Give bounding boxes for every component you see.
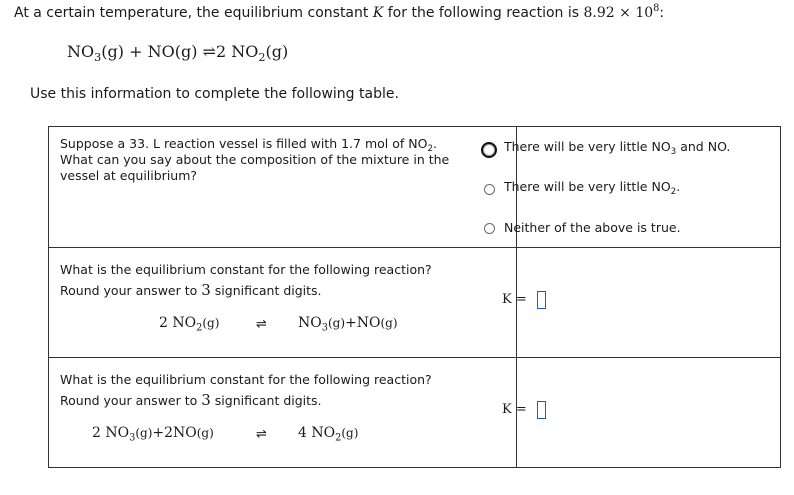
row3-equilibrium-arrow-icon: ⇌ — [256, 427, 267, 442]
row3-left-a-sub: 3 — [129, 432, 136, 444]
product-no2-sub: 2 — [258, 50, 266, 64]
row1-q-line1: Suppose a 33. L reaction vessel is filled with 1.7 mol of NO — [60, 136, 428, 151]
option-2-radio[interactable] — [484, 184, 495, 195]
row2-right-a-sub: 3 — [321, 322, 328, 334]
row1-q-post: . — [433, 136, 437, 151]
option-1-radio[interactable] — [481, 142, 497, 158]
row2-right-a-state: (g) — [327, 316, 346, 330]
row3-left-a-state: (g) — [135, 426, 153, 440]
row2-question — [60, 260, 432, 301]
plus-sign: + — [129, 42, 143, 61]
option-2-post: . — [676, 179, 681, 194]
row3-q-post: significant digits. — [214, 393, 322, 408]
row1-question — [60, 136, 449, 184]
row3-question — [60, 370, 432, 411]
row3-right-species: 4 NO — [298, 425, 336, 441]
intro-prefix: At a certain temperature, the equilibrium constant — [14, 5, 369, 21]
row2-q-post: significant digits. — [214, 283, 322, 298]
intro-text — [14, 5, 664, 21]
row3-left-b: 2NO — [164, 425, 197, 441]
k-value-exponent: 8 — [653, 3, 660, 15]
product-no2: 2 NO — [215, 42, 259, 61]
option-1-sub: 3 — [670, 147, 677, 158]
row2-left-sub: 2 — [196, 322, 203, 334]
equilibrium-arrow-icon: ⇌ — [202, 42, 216, 61]
reactant-no3-sub: 3 — [94, 50, 102, 64]
row2-left-species: 2 NO — [159, 315, 197, 331]
row3-right-state: (g) — [341, 426, 359, 440]
row2-equilibrium-arrow-icon: ⇌ — [256, 317, 267, 332]
row-divider-1 — [49, 247, 780, 248]
intro-suffix: : — [659, 5, 665, 21]
row2-left-state: (g) — [202, 316, 220, 330]
row2-reaction-right — [298, 315, 398, 334]
question-table — [48, 126, 781, 468]
k-symbol: K — [372, 5, 384, 21]
option-2-text: There will be very little NO — [504, 179, 671, 194]
row3-left-plus: + — [152, 425, 165, 441]
row2-right-b-state: (g) — [380, 316, 398, 330]
row2-right-plus: + — [345, 315, 357, 331]
reactant-no3: NO — [67, 42, 95, 61]
product-no2-state: (g) — [265, 42, 289, 61]
row3-reaction-right — [298, 425, 359, 444]
row1-q-line2: What can you say about the composition of the mixture in the — [60, 152, 450, 167]
reactant-no: NO — [147, 42, 175, 61]
row1-q-sub: 2 — [427, 144, 434, 155]
option-2-label[interactable] — [504, 179, 681, 198]
row2-q-line1: What is the equilibrium constant for the following reaction? — [60, 262, 432, 277]
row3-q-pre: Round your answer to — [60, 393, 198, 408]
option-1-post: and NO. — [676, 139, 731, 154]
row3-reaction-left — [92, 425, 214, 444]
reactant-no3-state: (g) — [101, 42, 124, 61]
option-1-label[interactable] — [504, 139, 731, 158]
option-1-text: There will be very little NO — [504, 139, 671, 154]
row2-right-a: NO — [298, 315, 322, 331]
row3-q-line1: What is the equilibrium constant for the following reaction? — [60, 372, 432, 387]
row3-answer-input[interactable] — [537, 401, 546, 419]
row2-q-num: 3 — [201, 281, 211, 299]
row-divider-2 — [49, 357, 780, 358]
option-2-sub: 2 — [670, 187, 677, 198]
option-3-label[interactable] — [504, 220, 681, 235]
main-reaction — [67, 42, 289, 64]
row2-k-label: K = — [502, 292, 527, 307]
row2-reaction-left — [159, 315, 220, 334]
option-3-text: Neither of the above is true. — [504, 220, 681, 235]
row1-q-line3: vessel at equilibrium? — [60, 168, 198, 183]
row2-answer-input[interactable] — [537, 291, 546, 309]
row3-k-label: K = — [502, 402, 527, 417]
row3-left-a: 2 NO — [92, 425, 130, 441]
reactant-no-state: (g) — [174, 42, 198, 61]
k-value-mantissa: 8.92 × 10 — [583, 5, 654, 21]
row3-q-num: 3 — [201, 391, 211, 409]
intro-middle: for the following reaction is — [387, 5, 580, 21]
option-3-radio[interactable] — [484, 223, 495, 234]
row3-left-b-state: (g) — [196, 426, 214, 440]
row3-right-sub: 2 — [335, 432, 342, 444]
row2-q-pre: Round your answer to — [60, 283, 198, 298]
row2-right-b: NO — [356, 315, 381, 331]
instruction: Use this information to complete the following table. — [30, 86, 399, 102]
